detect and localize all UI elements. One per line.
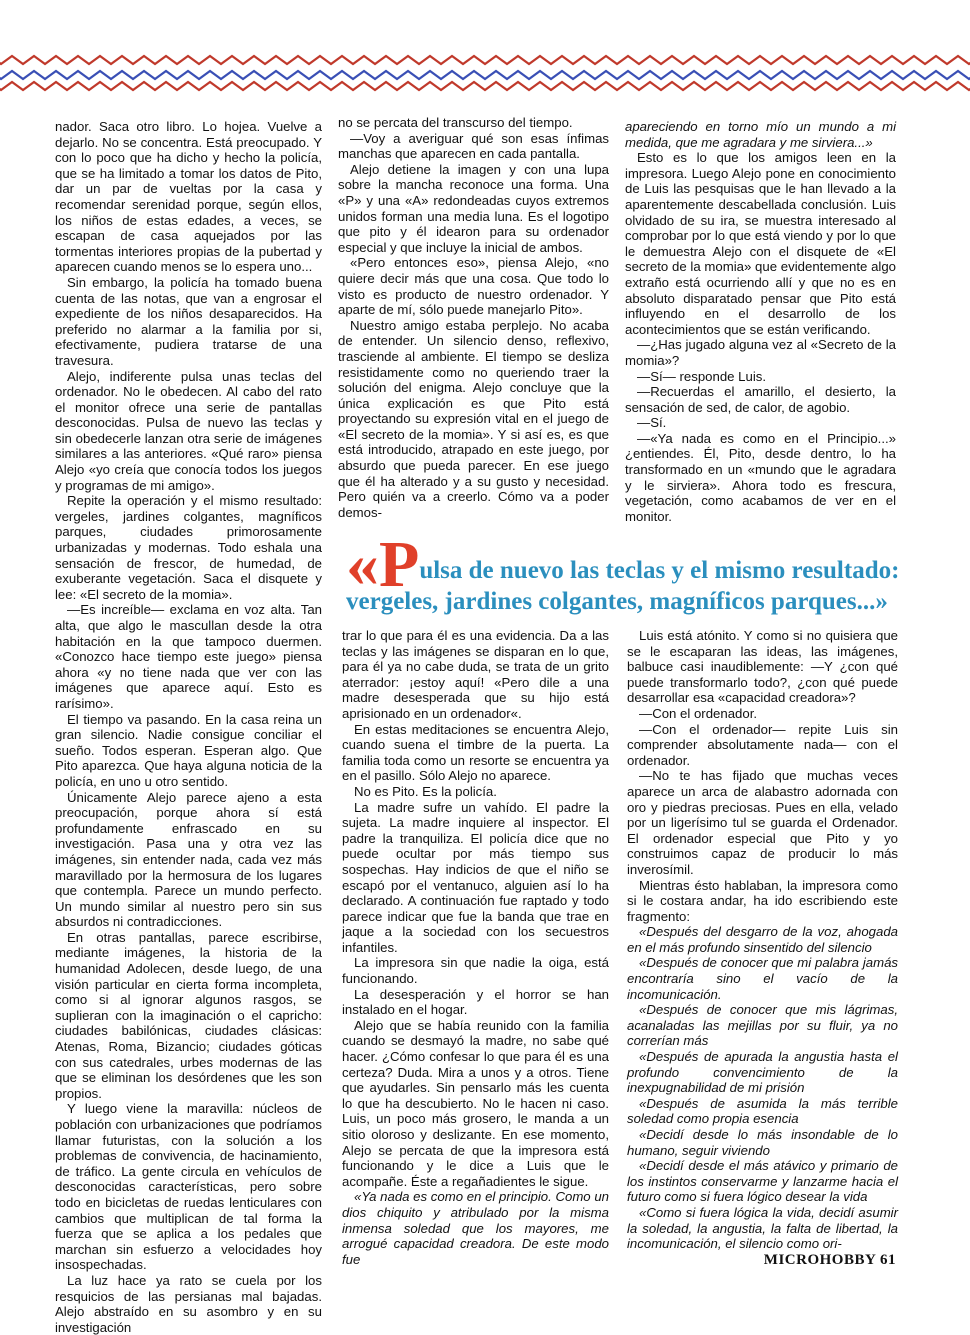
paragraph: No es Pito. Es la policía.: [354, 783, 497, 799]
paragraph: La madre sufre un vahído. El padre la sujeta. La madre inquiere al inspector. El padre la tranquiliza. El policía dice que no puede ocultar por más tiempo sus sospechas. Hay indicios de que el niño se escapó por el ventanuco, alguien así lo ha declarado. A continuación fue raptado y todo parece indicar que fue la banda que trae en jaque a la sociedad con los secuestros infantiles.: [342, 799, 609, 955]
decorative-wave-border: [0, 40, 970, 110]
paragraph: —No te has fijado que muchas veces aparece un arca de alabastro adornada con oro y piedras preciosas. Pues en ella, velado por un ligerísimo tul se guarda el Ordenador. El ordenador especial que Pito y yo construimos capaz de producir lo más inverosímil.: [627, 768, 898, 877]
paragraph: Y luego viene la maravilla: núcleos de población con urbanizaciones que podríamos llamar futuristas, con la solución a los problemas de convivencia, de hacinamiento, de tráfico. La gente circula en vehículos de desconocidas características, pero sobre todo en bicicletas de ruedas lenticulares con cambios que multiplican de tal forma la fuerza que se aplica a los pedales que marchan sin esfuerzo a velocidades hoy insospechadas.: [55, 1101, 322, 1273]
paragraph: «Ya nada es como en el principio. Como un dios chiquito y atribulado por la misma inmensa soledad que los mayores, me arrogué capacidad creadora. De este modo fue: [342, 1189, 609, 1267]
paragraph: La impresora sin que nadie la oiga, está funcionando.: [342, 955, 609, 987]
paragraph: —Voy a averiguar qué son esas ínfimas manchas que aparecen en cada pantalla.: [338, 130, 609, 162]
paragraph: Alejo que se había reunido con la familia cuando se desmayó la madre, no sabe qué hacer. ¿Cómo confesar lo que para él es una certeza? Duda. Mira a unos y a otros. Tiene que ayudarles. Sin pensarlo más les cuenta lo que ha descubierto. No le hacen ni caso. Luis, un poco más grosero, le manda a un sitio oloroso y deslizante. En ese momento, Alejo se percata de que la impresora está funcionando y le dice a Luis que le acompañe. Éste a regañadientes le sigue.: [342, 1017, 609, 1189]
printout-line: «Después de conocer que mis lágrimas, acanaladas las mejillas por su fluir, ya no correrían más: [627, 1002, 898, 1049]
paragraph: Mientras ésto hablaban, la impresora como si le costara andar, ha ido escribiendo este fragmento:: [627, 877, 898, 924]
pull-quote-line-2: vergeles, jardines colgantes, magníficos parques...»: [346, 588, 888, 615]
paragraph: Luis está atónito. Y como si no quisiera que se le escaparan las ideas, las imágenes, balbuce casi inaudiblemente: —Y ¿con qué puede transformarlo todo?, ¿con qué puede desarrollar esa «capacidad creadora»?: [627, 628, 898, 706]
wave-line: [0, 56, 970, 64]
column-3-lower: [627, 628, 898, 1252]
column-2-lower: [342, 628, 609, 1267]
paragraph: Únicamente Alejo parece ajeno a esta preocupación, porque ahora sí está profundamente enfrascado en su investigación. Pasa una y otra vez las imágenes, sin entender nada, cada vez más maravillado por la hermosura de los lugares que contempla. Parece un mundo perfecto. Un mundo similar al nuestro pero sin sus absurdos ni contradicciones.: [55, 789, 322, 930]
paragraph: —Con el ordenador.: [639, 705, 758, 721]
paragraph: Sin embargo, la policía ha tomado buena cuenta de las notas, que van a engrosar el expediente de los niños desaparecidos. Ha preferido no alarmar a la familia por si, efectivamente, pudiera tratarse de una travesura.: [55, 274, 322, 368]
paragraph: «Pero entonces eso», piensa Alejo, «no quiere decir más que una cosa. Que todo lo visto es producto de nuestro ordenador. Y aparte de mí, sólo puede manejarlo Pito».: [338, 255, 609, 318]
column-1: [55, 119, 322, 1335]
paragraph: —Con el ordenador— repite Luis sin comprender absolutamente nada— con el ordenador.: [627, 721, 898, 768]
paragraph: —Sí.: [637, 415, 667, 431]
printout-line: «Después de apurada la angustia hasta el profundo convencimiento de la inexpugnabilidad de mi prisión: [627, 1049, 898, 1096]
printout-line: «Después del desgarro de la voz, ahogada en el más profundo sinsentido del silencio: [627, 924, 898, 955]
paragraph: —Sí— responde Luis.: [637, 368, 767, 384]
paragraph: Esto es lo que los amigos leen en la impresora. Luego Alejo pone en conocimiento de Luis las pesquisas que le han llevado a la aparentemente descabellada conclusión. Luis olvidado de su ira, se muestra interesado al comprobar por lo que está viendo y por lo que le demuestra Alejo con el disquete de «El secreto de la momia» que evidentemente algo extraño está ocurriendo allí y que no es en absoluto disparatado pensar que Pito está influyendo en el desarrollo de los acontecimientos que se están verificando.: [625, 150, 896, 337]
paragraph: no se percata del transcurso del tiempo.: [338, 115, 573, 130]
paragraph: El tiempo va pasando. En la casa reina un gran silencio. Nadie consigue conciliar el sueño. Todos esperan. Esperan algo. Que Pito aparezca. Que haya alguna noticia de la policía, en uno u otro sentido.: [55, 711, 322, 789]
paragraph: apareciendo en torno mío un mundo a mi medida, que me agradara y me sirviera...»: [625, 119, 896, 150]
paragraph: La desesperación y el horror se han instalado en el hogar.: [342, 986, 609, 1018]
page-footer: MICROHOBBY 61: [763, 1252, 896, 1268]
paragraph: En estas meditaciones se encuentra Alejo, cuando suena el timbre de la puerta. La familia toda como un resorte se encuentra ya en el pasillo. Sólo Alejo no aparece.: [342, 721, 609, 784]
paragraph: Nuestro amigo estaba perplejo. No acaba de entender. Un silencio denso, reflexivo, trasciende al ambiente. El tiempo se desliza resistidamente como no queriendo traer la solución del enigma. Alejo concluye que la única explicación es que Pito está proyectando su expresión vital en el juego de «El secreto de la momia». Y si así es, es que está introducido, atrapado en este juego, por absurdo que pueda parecer. En ese juego que él ha alterado y a su gusto y necesidad. Pero quién va a creerlo. Cómo va a poder demos-: [338, 317, 609, 520]
paragraph: trar lo que para él es una evidencia. Da a las teclas y las imágenes se disparan en lo que, para él ya no cabe duda, se trata de un grito aterrador: ¡estoy aquí! «Pero dile a una madre desesperada que su hijo está aprisionado en un ordenador«.: [342, 628, 609, 721]
printout-line: «Como si fuera lógica la vida, decidí asumir la soledad, la angustia, la falta de libertad, la incomunicación, el silencio como ori-: [627, 1204, 898, 1252]
paragraph: En otras pantallas, parece escribirse, mediante imágenes, la historia de la humanidad Adolecen, desde luego, de una visión particular en cierta forma incompleta, como si al ignorar algunos rasgos, se suplieran con la imaginación o el capricho: ciudades babilónicas, ciudades clásicas: Atenas, Roma, Bizancio; ciudades góticas con sus catedrales, urbes modernas de las que se eliminan los desórdenes que les son propios.: [55, 929, 322, 1101]
column-3: [625, 119, 896, 524]
column-2: [338, 115, 609, 520]
printout-line: «Después de asumida la más terrible soledad como propia esencia: [627, 1095, 898, 1127]
printout-line: «Después de conocer que mi palabra jamás encontraría sino el vacío de la incomunicación.: [627, 955, 898, 1002]
paragraph: nador. Saca otro libro. Lo hojea. Vuelve a dejarlo. No se concentra. Está preocupado. Y con lo poco que ha dicho y hecho la policía, que se ha limitado a tomar los datos de Pito, dar un par de vueltas por la casa y recomendar serenidad porque, según ellos, los niños de estas edades, a veces, se escapan de casa aquejados por las tormentas interiores propias de la pubertad y aparecen cuando menos se lo espera uno...: [55, 119, 322, 275]
wave-line: [0, 82, 970, 90]
paragraph: Repite la operación y el mismo resultado: vergeles, jardines colgantes, magníficos parques, ciudades primorosamente urbanizadas y modernas. Todo eshala una sensación de frescor, de humedad, de exuberante vegetación. Saca el disquete y lee: «El secreto de la momia».: [55, 493, 322, 602]
printout-line: «Decidí desde lo más insondable de lo humano, seguir viviendo: [627, 1127, 898, 1158]
pull-quote-line-1: ulsa de nuevo las teclas y el mismo resultado:: [419, 557, 900, 584]
paragraph: —¿Has jugado alguna vez al «Secreto de la momia»?: [625, 337, 896, 368]
paragraph: —«Ya nada es como en el Principio...» ¿entiendes. Él, Pito, desde dentro, lo ha transformado en un «mundo que le agradara y le sirviera». Ahora todo es frescura, vegetación, como acabamos de ver en el monitor.: [625, 430, 896, 524]
wave-line: [0, 71, 970, 79]
paragraph: Alejo detiene la imagen y con una lupa sobre la mancha reconoce una forma. Una «P» y una «A» redondeadas cuyos extremos unidos forman una media luna. Es el logotipo que pito y él idearon para su ordenador especial y que incluye la inicial de ambos.: [338, 161, 609, 255]
paragraph: —Es increíble— exclama en voz alta. Tan alta, que algo le mascullan desde la otra habitación en la que tampoco duermen. «Conozco hace tiempo este juego» piensa ahora «y no tiene nada que ver con las imágenes que aparece aquí. Esto es rarísimo».: [55, 602, 322, 711]
paragraph: —Recuerdas el amarillo, el desierto, la sensación de sed, de calor, de agobio.: [625, 384, 896, 415]
pull-quote-initial: «P: [346, 528, 420, 601]
paragraph: Alejo, indiferente pulsa unas teclas del ordenador. No le obedecen. Al cabo del rato el monitor ofrece una serie de pantallas desconocidas. Pulsa de nuevo las teclas y sin obedecerle lanzan otra serie de imágenes similares a las anteriores. «Qué raro» piensa Alejo «yo creía que conocía todos los juegos y programas de mi amigo».: [55, 368, 322, 493]
printout-line: «Decidí desde el más atávico y primario de los instintos conservarme y lanzarme hacia el futuro como si fuera lógico desear la vida: [627, 1158, 898, 1205]
paragraph: La luz hace ya rato se cuela por los resquicios de las persianas mal bajadas. Alejo abstraído en su asombro y en su investigación: [55, 1272, 322, 1335]
